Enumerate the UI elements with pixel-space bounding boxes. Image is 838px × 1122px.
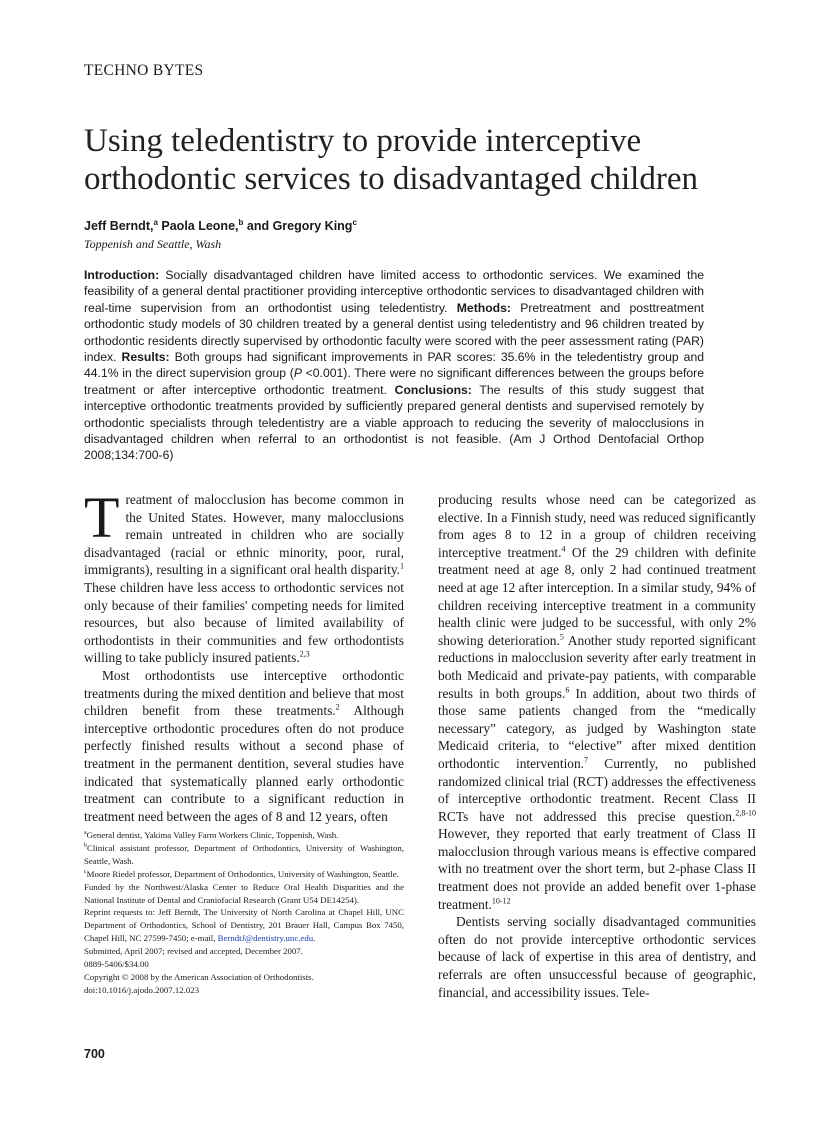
footnote-mark: c [84, 868, 87, 875]
footnote-affiliation-c [84, 868, 404, 881]
body-column-right [438, 491, 756, 1001]
footnote-text: Moore Riedel professor, Department of Orthodontics, University of Washington, Seattle. [86, 868, 399, 879]
body-paragraph [438, 491, 756, 913]
author-name: Paola Leone, [161, 219, 239, 233]
abstract-p-symbol: P [293, 366, 302, 381]
footnote-funding: Funded by the Northwest/Alaska Center to Reduce Oral Health Disparities and the National Institute of Dental and Craniofacial Research (Grant U54 DE14254). [84, 881, 404, 905]
body-text: These children have less access to orthodontic services not only because of their families' competing needs for limited resources, but also because of limited availability of orthodontists in their communities and few orthodontists willing to take publicly insured patients. [84, 579, 404, 666]
footnote-affiliation-b [84, 842, 404, 868]
abstract-conclusions: The results of this study suggest that interceptive orthodontic treatments provided by sufficiently prepared general dentists and supervised remotely by orthodontic specialists through teledentistry are a viable approach to reducing the severity of malocclusions in disadvantaged children when referral to an orthodontist is not feasible. (Am J Orthod Dentofacial Orthop 2008;134:700-6) [84, 382, 704, 463]
author-affiliation-mark: c [352, 217, 357, 227]
footnote-copyright: Copyright © 2008 by the American Association of Orthodontists. [84, 971, 314, 982]
citation-ref: 7 [584, 755, 589, 765]
section-label: TECHNO BYTES [84, 62, 204, 79]
abstract-intro: Socially disadvantaged children have limited access to orthodontic services. We examined the feasibility of a general dental practitioner providing interceptive orthodontic services to disadvantaged children with real-time supervision from an orthodontist using teledentistry. [84, 268, 704, 315]
citation-ref: 2,3 [299, 649, 310, 659]
citation-ref: 2 [335, 702, 340, 712]
abstract-methods-label: Methods: [456, 300, 511, 315]
body-text: producing results whose need can be categorized as elective. In a Finnish study, need was reduced significantly from ages 8 to 12 in a group of children receiving interceptive treatment. [438, 492, 756, 560]
email-link[interactable]: BerndtJ@dentistry.unc.edu [217, 933, 314, 944]
author-affiliation-mark: a [153, 217, 158, 227]
citation-ref: 1 [400, 561, 404, 571]
citation-ref: 10-12 [491, 896, 511, 906]
abstract-results-label: Results: [121, 350, 170, 365]
footnote-text: . [313, 933, 316, 944]
footnote-doi: doi:10.1016/j.ajodo.2007.12.023 [84, 984, 200, 995]
author-name: Jeff Berndt, [84, 219, 154, 233]
body-column-left [84, 485, 404, 825]
footnote-issn: 0889-5406/$34.00 [84, 959, 149, 970]
abstract-methods: Pretreatment and posttreatment orthodontic study models of 30 children treated by a general dentist using teledentistry and 96 children treated by orthodontic residents directly supervised by orthodontic faculty were scored with the peer assessment rating (PAR) index. [84, 300, 705, 365]
abstract-results: Both groups had significant improvements in PAR scores: 35.6% in the teledentistry group and 44.1% in the direct supervision group ( [84, 350, 705, 381]
citation-ref: 6 [565, 685, 570, 695]
author-affiliation-mark: b [238, 217, 244, 227]
drop-cap: T [84, 485, 120, 550]
author-list [84, 219, 357, 233]
footnote-mark: b [84, 842, 87, 849]
citation-ref: 4 [561, 544, 566, 554]
abstract-results-cont: <0.001). There were no significant differences between the groups before treatment or after interceptive orthodontic treatment. [84, 366, 704, 397]
footnote-reprint [84, 906, 404, 945]
body-paragraph [84, 667, 404, 825]
page-number: 700 [84, 1047, 105, 1061]
footnote-text: Reprint requests to: Jeff Berndt, The University of North Carolina at Chapel Hill, UNC Department of Orthodontics, School of Dentistry, 201 Brauer Hall, Campus Box 7450, Chapel Hill, NC 27599-7450; e-mail, [84, 907, 404, 944]
body-text: reatment of malocclusion has become common in the United States. However, many malocclusions remain untreated in children who are socially disadvantaged (racial or ethnic minority, poor, rural, immigrants), resulting in a significant oral health disparity. [84, 492, 404, 578]
body-text: In addition, about two thirds of those same patients changed from the “medically necessary” category, as judged by Washington state Medicaid criteria, to “elective” after mixed dentition orthodontic intervention. [438, 685, 756, 771]
footnote-affiliation-a [84, 829, 404, 842]
footnote-mark: a [84, 830, 87, 837]
body-text: Although interceptive orthodontic procedures often do not produce perfectly finished results without a second phase of treatment in the permanent dentition, several studies have indicated that systematically planned early orthodontic treatment can contribute to a significant reduction in treatment need between the ages of 8 and 12 years, often [84, 703, 404, 824]
author-affiliation: Toppenish and Seattle, Wash [84, 237, 222, 251]
body-text: Most orthodontists use interceptive orthodontic treatments during the mixed dentition and believe that most children benefit from these treatments. [84, 667, 404, 719]
footnote-text: General dentist, Yakima Valley Farm Workers Clinic, Toppenish, Wash. [86, 830, 339, 840]
body-paragraph [84, 485, 404, 667]
footnote-submitted: Submitted, April 2007; revised and accepted, December 2007. [84, 946, 303, 957]
author-name: and Gregory King [246, 219, 353, 233]
body-text: Of the 29 children with definite treatment need at age 8, only 2 had continued treatment need at age 12 after interception. In a similar study, 94% of children receiving interceptive treatment in a community health clinic were judged to be successful, with only 2% showing deterioration. [438, 544, 756, 648]
body-text: Currently, no published randomized clinical trial (RCT) addresses the effectiveness of interceptive orthodontic treatment. Recent Class II RCTs have not addressed this precise question. [438, 755, 756, 824]
article-title: Using teledentistry to provide interceptive orthodontic services to disadvantaged children [84, 123, 698, 197]
citation-ref: 2,8-10 [735, 808, 756, 818]
abstract-conclusions-label: Conclusions: [394, 382, 472, 397]
body-text: Another study reported significant reductions in malocclusion severity after early treatment in both Medicaid and private-pay patients, with comparable results in both groups. [438, 632, 756, 701]
abstract [84, 267, 704, 464]
footnotes [84, 829, 404, 997]
abstract-intro-label: Introduction: [84, 268, 160, 282]
body-paragraph: Dentists serving socially disadvantaged communities often do not provide interceptive orthodontic services because of lack of expertise in this area of dentistry, and referrals are often unsuccessful because of geographic, financial, and accessibility issues. Tele- [438, 914, 756, 1000]
footnote-text: Clinical assistant professor, Department of Orthodontics, University of Washington, Seattle, Wash. [84, 842, 404, 866]
citation-ref: 5 [559, 632, 564, 642]
body-text: However, they reported that early treatment of Class II malocclusion through various means is effective compared with no treatment over the short term, but 2-phase Class II treatment does not provide an added benefit over 1-phase treatment. [438, 826, 756, 912]
